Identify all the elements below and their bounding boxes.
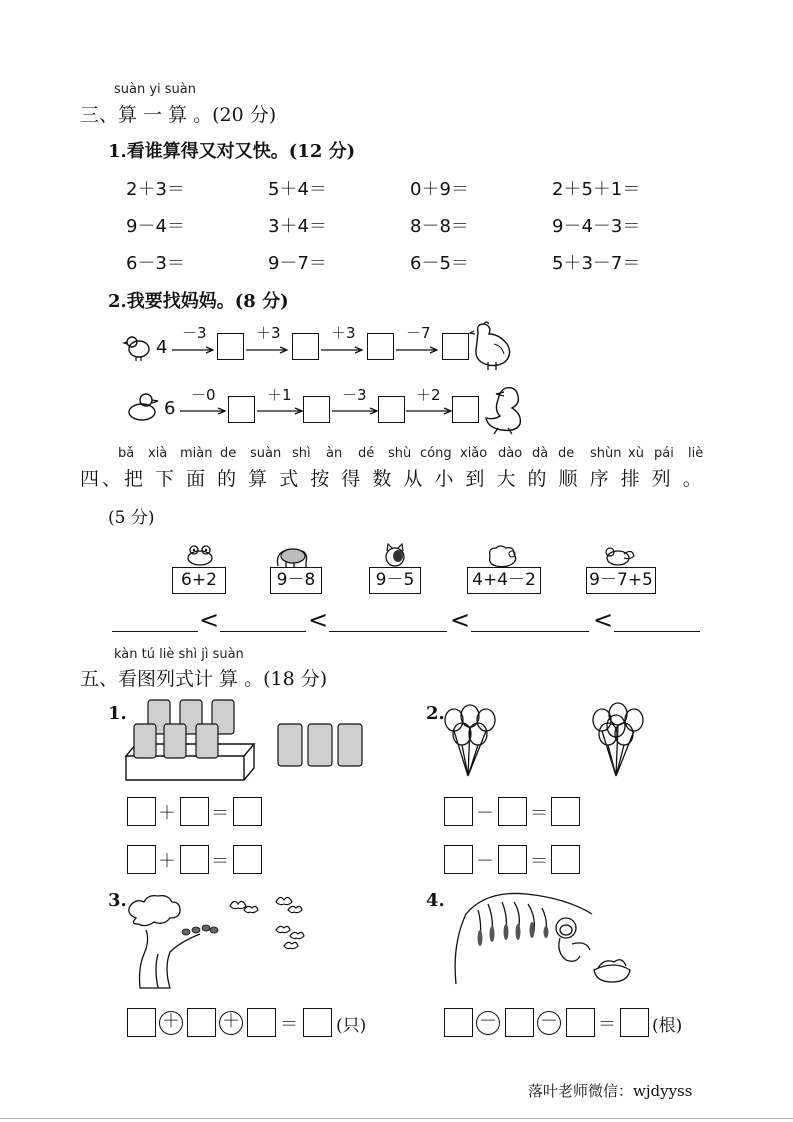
chain-op: ＋3 <box>256 324 281 342</box>
answer-box[interactable] <box>187 1008 216 1037</box>
section4-points: (5 分) <box>108 508 155 528</box>
minus-circle: － <box>537 1011 561 1035</box>
monkey-bananas-illustration <box>448 888 634 990</box>
problem3-number: 3. <box>108 890 127 911</box>
answer-box[interactable] <box>247 1008 276 1037</box>
minus-circle: － <box>476 1011 500 1035</box>
expression-card: 6+2 <box>172 567 226 594</box>
pinyin: de <box>220 446 237 461</box>
problem: 3＋4＝ <box>268 216 327 237</box>
section3-pinyin: suàn yi suàn <box>114 82 197 97</box>
answer-blank[interactable] <box>471 631 589 632</box>
elephant-icon <box>276 546 310 568</box>
pinyin: cóng <box>420 446 452 461</box>
section3-title: 三、算 一 算 。(20 分) <box>80 104 277 126</box>
problem: 5＋4＝ <box>268 179 327 200</box>
balloons-illustration <box>588 702 648 780</box>
answer-box[interactable] <box>180 797 209 826</box>
minus-sign: － <box>476 803 494 824</box>
pinyin: shì <box>292 446 311 461</box>
answer-box[interactable] <box>444 845 473 874</box>
chain-op: －7 <box>406 324 431 342</box>
expression-card: 9－8 <box>270 567 322 594</box>
less-than: < <box>593 606 614 634</box>
answer-box[interactable] <box>127 1008 156 1037</box>
expression-card: 9－5 <box>369 567 421 594</box>
arrow-icon <box>257 407 303 415</box>
pinyin: shùn <box>590 446 622 461</box>
problem1-number: 1. <box>108 703 127 724</box>
unit-label: (根) <box>652 1016 683 1036</box>
hen-icon <box>470 322 514 372</box>
cans-crate-illustration <box>124 694 264 784</box>
balloons-illustration <box>440 706 500 780</box>
answer-box[interactable] <box>378 396 405 423</box>
problem4-number: 4. <box>426 890 445 911</box>
flying-birds-illustration <box>224 892 308 954</box>
answer-box[interactable] <box>566 1008 595 1037</box>
chain2-start: 6 <box>164 398 176 419</box>
pinyin: dé <box>358 446 375 461</box>
pinyin: miàn <box>180 446 213 461</box>
answer-box[interactable] <box>233 797 262 826</box>
page-divider <box>0 1118 793 1119</box>
plus-sign: ＋ <box>158 851 176 872</box>
footer-watermark: 落叶老师微信：wjdyyss <box>528 1082 693 1100</box>
cat-icon <box>382 544 408 568</box>
answer-box[interactable] <box>498 797 527 826</box>
pinyin: suàn <box>250 446 282 461</box>
pinyin: shù <box>388 446 412 461</box>
problem: 0＋9＝ <box>410 179 469 200</box>
answer-box[interactable] <box>505 1008 534 1037</box>
chain-op: －3 <box>182 324 207 342</box>
duckling-icon <box>124 392 158 422</box>
chain-op: －0 <box>191 386 216 404</box>
chick-icon <box>124 333 152 361</box>
answer-box[interactable] <box>292 333 319 360</box>
part2-label: 2.我要找妈妈。(8 分) <box>108 291 289 312</box>
answer-box[interactable] <box>303 1008 332 1037</box>
answer-box[interactable] <box>180 845 209 874</box>
arrow-icon <box>332 407 378 415</box>
problem: 8－8＝ <box>410 216 469 237</box>
section5-title: 五、看图列式计 算 。(18 分) <box>80 668 328 690</box>
chain1-start: 4 <box>156 337 168 358</box>
arrow-icon <box>246 346 290 354</box>
plus-circle: ＋ <box>159 1011 183 1035</box>
chain-op: ＋1 <box>267 386 292 404</box>
arrow-icon <box>321 346 365 354</box>
answer-box[interactable] <box>452 396 479 423</box>
answer-box[interactable] <box>233 845 262 874</box>
pinyin: dà <box>532 446 549 461</box>
answer-box[interactable] <box>127 797 156 826</box>
arrow-icon <box>396 346 440 354</box>
cans-group-illustration <box>276 720 366 770</box>
equals-sign: ＝ <box>211 851 229 872</box>
less-than: < <box>199 606 220 634</box>
chain-op: ＋3 <box>331 324 356 342</box>
pinyin: xiǎo <box>460 446 488 461</box>
answer-blank[interactable] <box>112 631 198 632</box>
pinyin: xù <box>628 446 644 461</box>
part1-label: 1.看谁算得又对又快。(12 分) <box>108 141 356 162</box>
plus-sign: ＋ <box>158 803 176 824</box>
equals-sign: ＝ <box>530 851 548 872</box>
equals-sign: ＝ <box>598 1014 616 1035</box>
answer-box[interactable] <box>367 333 394 360</box>
answer-blank[interactable] <box>329 631 447 632</box>
pinyin: xià <box>148 446 168 461</box>
bird-icon <box>602 544 636 568</box>
pinyin: àn <box>326 446 343 461</box>
section4-title: 四、把 下 面 的 算 式 按 得 数 从 小 到 大 的 顺 序 排 列 。 <box>80 468 705 490</box>
section5-pinyin: kàn tú liè shì jì suàn <box>114 647 244 662</box>
answer-box[interactable] <box>303 396 330 423</box>
pinyin: de <box>558 446 575 461</box>
answer-box[interactable] <box>551 797 580 826</box>
chain-op: ＋2 <box>416 386 441 404</box>
frog-icon <box>186 544 214 566</box>
problem2-number: 2. <box>426 703 445 724</box>
answer-box[interactable] <box>620 1008 649 1037</box>
duck-icon <box>482 384 526 436</box>
answer-blank[interactable] <box>614 631 700 632</box>
unit-label: (只) <box>336 1016 367 1036</box>
problem: 2＋5＋1＝ <box>552 179 641 200</box>
problem: 9－4＝ <box>126 216 185 237</box>
arrow-icon <box>406 407 452 415</box>
expression-card: 9－7+5 <box>586 567 656 594</box>
plus-circle: ＋ <box>219 1011 243 1035</box>
problem: 2＋3＝ <box>126 179 185 200</box>
pinyin: dào <box>498 446 523 461</box>
problem: 6－5＝ <box>410 253 469 274</box>
less-than: < <box>450 606 471 634</box>
equals-sign: ＝ <box>280 1014 298 1035</box>
minus-sign: － <box>476 851 494 872</box>
problem: 5＋3－7＝ <box>552 253 641 274</box>
chain-op: －3 <box>342 386 367 404</box>
problem: 9－4－3＝ <box>552 216 641 237</box>
answer-box[interactable] <box>217 333 244 360</box>
pinyin: pái <box>654 446 674 461</box>
problem: 6－3＝ <box>126 253 185 274</box>
answer-blank[interactable] <box>220 631 306 632</box>
answer-box[interactable] <box>498 845 527 874</box>
sheep-icon <box>484 546 518 568</box>
equals-sign: ＝ <box>211 803 229 824</box>
answer-box[interactable] <box>228 396 255 423</box>
answer-box[interactable] <box>551 845 580 874</box>
answer-box[interactable] <box>444 1008 473 1037</box>
expression-card: 4+4－2 <box>467 567 541 594</box>
tree-with-birds-illustration <box>122 894 222 990</box>
equals-sign: ＝ <box>530 803 548 824</box>
pinyin: liè <box>688 446 704 461</box>
answer-box[interactable] <box>127 845 156 874</box>
pinyin: bǎ <box>118 446 135 461</box>
answer-box[interactable] <box>442 333 469 360</box>
problem: 9－7＝ <box>268 253 327 274</box>
less-than: < <box>308 606 329 634</box>
arrow-icon <box>180 407 226 415</box>
arrow-icon <box>172 346 216 354</box>
answer-box[interactable] <box>444 797 473 826</box>
